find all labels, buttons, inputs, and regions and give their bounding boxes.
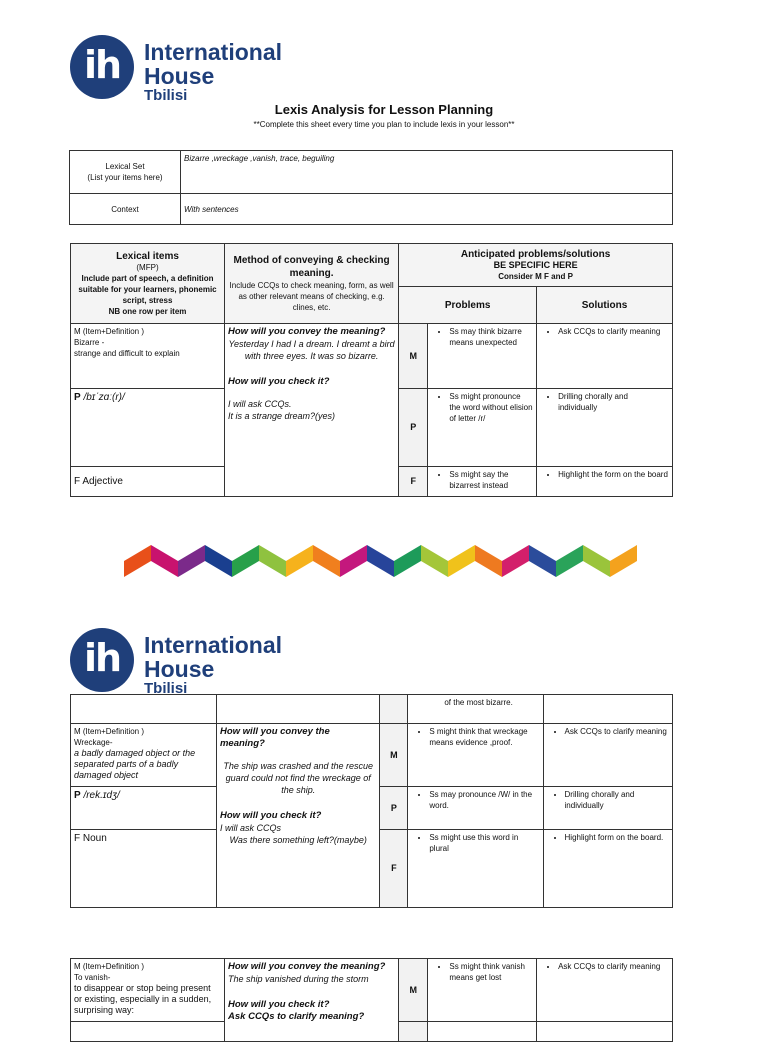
item1-solution-m-text: • Ask CCQs to clarify meaning [558,326,669,337]
banner-segment [232,545,259,577]
item2-m-def: a badly damaged object or the separated parts of a badly damaged object [74,748,196,780]
header-col1-desc: Include part of speech, a definition suitable for your learners, phonemic script, stress [78,273,217,305]
header-col1-nb: NB one row per item [108,306,187,316]
item2-top-problem: of the most bizarre. [408,695,543,724]
item3-solution-m-text: • Ask CCQs to clarify meaning [558,961,669,972]
header-col1-title: Lexical items [116,250,179,262]
logo-mark: ih [70,628,134,692]
header-anticipated [399,244,673,287]
item1-problem-f-text: • Ss might say the bizarrest instead [449,469,533,491]
item2-empty-letter [380,695,408,724]
banner-segment [475,545,502,577]
banner-segment [367,545,394,577]
item2-solution-m [543,724,672,787]
logo [70,35,290,105]
lexical-set-label: Lexical Set [105,162,145,171]
item1-form: F Adjective [71,467,225,497]
banner-segment [178,545,205,577]
item1-check-answer-2: It is a strange dream?(yes) [228,411,336,421]
item2-problem-f [408,830,543,908]
item2-problem-m-text: • S might think that wreckage means evidence ,proof. [429,726,539,748]
item2-empty-solution [543,695,672,724]
analysis-table-2 [70,694,673,908]
banner-segment [421,545,448,577]
header-col1-sub: (MFP) [136,262,159,272]
item2-check-answer-2: Was there something left?(maybe) [229,835,367,845]
item2-empty-1 [71,695,217,724]
item2-solution-p [543,787,672,830]
item2-method-cell [216,724,380,908]
header-method [225,244,399,324]
item1-check-question: How will you check it? [228,376,330,387]
analysis-table-3 [70,958,673,1042]
item1-problem-f [428,467,537,497]
item2-check-answer-1: I will ask CCQs [219,823,281,833]
lexical-set-value: Bizarre ,wreckage ,vanish, trace, beguiling [181,151,673,194]
banner-segment [610,545,637,577]
banner-segment [151,545,178,577]
item3-check-answer: Ask CCQs to clarify meaning? [228,1011,365,1022]
item1-solution-f [537,467,673,497]
context-label: Context [70,194,181,225]
banner-segment [529,545,556,577]
item2-convey-question: How will you convey the meaning? [219,726,330,749]
header-col3-sub: BE SPECIFIC HERE [493,259,578,270]
item1-method-cell [225,324,399,497]
header-problems: Problems [399,287,537,324]
item3-letter-m: M [399,959,428,1022]
item1-m-def: strange and difficult to explain [74,349,180,358]
item1-letter-p: P [399,389,428,467]
banner-segment [340,545,367,577]
item2-convey-answer: The ship was crashed and the rescue guard could not find the wreckage of the ship. [223,761,374,795]
banner-segment [583,545,610,577]
item3-meaning-cell [71,959,225,1022]
item2-m-label: M (Item+Definition ) [74,727,145,736]
item2-problem-p [408,787,543,830]
item3-m-def: to disappear or stop being present or existing, especially in a sudden, surprising way: [74,983,212,1015]
item2-problem-m [408,724,543,787]
page-title: Lexis Analysis for Lesson Planning [274,102,494,117]
item3-problem-m [428,959,537,1022]
item1-problem-p-text: • Ss might pronounce the word without elision of letter /r/ [449,391,533,424]
logo-line3: Tbilisi [144,87,188,104]
item1-solution-p [537,389,673,467]
decorative-zigzag-banner [124,535,644,585]
item2-solution-m-text: • Ask CCQs to clarify meaning [565,726,669,737]
item1-letter-m: M [399,324,428,389]
item2-solution-p-text: • Drilling chorally and individually [565,789,669,811]
logo-line2: House [144,656,215,682]
item1-m-label: M (Item+Definition ) [74,327,145,336]
logo-repeat [70,628,290,698]
header-col2-title: Method of conveying & checking meaning. [233,255,390,279]
item1-problem-p [428,389,537,467]
item2-pronunciation-cell [71,787,217,830]
banner-segment [313,545,340,577]
info-table [69,150,673,225]
banner-segment [502,545,529,577]
lexical-set-label-cell [70,151,181,194]
item2-solution-f-text: • Highlight form on the board. [565,832,669,843]
logo-line1: International [144,632,283,658]
banner-segment [556,545,583,577]
header-col3-sub2: Consider M F and P [498,271,573,281]
item3-next-problem [428,1022,537,1042]
item1-p-label: P [74,392,81,403]
logo-mark: ih [70,35,134,99]
banner-segment [205,545,232,577]
analysis-table-1 [70,243,673,497]
item3-m-word: To vanish- [74,973,111,982]
item1-p-ipa: /bɪˈzɑː(r)/ [83,392,125,403]
item3-method-cell [225,959,399,1042]
item1-problem-m-text: • Ss may think bizarre means unexpected [449,326,533,348]
item1-letter-f: F [399,467,428,497]
item2-m-word: Wreckage- [74,738,113,747]
item1-solution-f-text: • Highlight the form on the board [558,469,669,480]
item3-convey-answer: The ship vanished during the storm [228,974,369,984]
banner-segment [394,545,421,577]
banner-segment [286,545,313,577]
item1-convey-question: How will you convey the meaning? [228,326,386,337]
banner-segment [259,545,286,577]
item3-next-solution [537,1022,673,1042]
item2-check-question: How will you check it? [219,810,322,821]
item3-solution-m [537,959,673,1022]
item1-problem-m [428,324,537,389]
item2-solution-f [543,830,672,908]
item3-m-label: M (Item+Definition ) [74,962,145,971]
item2-meaning-cell [71,724,217,787]
item3-convey-question: How will you convey the meaning? [228,961,386,972]
item3-problem-m-text: • Ss might think vanish means get lost [449,961,533,983]
logo-line1: International [144,39,283,65]
item2-p-ipa: /rek.ɪdʒ/ [83,790,120,801]
item3-check-question: How will you check it? [228,999,330,1010]
logo-line2: House [144,63,215,89]
context-value: With sentences [181,194,673,225]
item1-meaning-cell [71,324,225,389]
item2-letter-p: P [380,787,408,830]
item2-problem-f-text: • Ss might use this word in plural [429,832,539,854]
item1-convey-answer: Yesterday I had I a dream. I dreamt a bird with three eyes. It was so bizarre. [228,339,395,361]
item1-pronunciation-cell [71,389,225,467]
item3-next-cell [71,1022,225,1042]
item2-p-label: P [74,790,81,801]
item1-check-answer-1: I will ask CCQs. [228,399,292,409]
item2-letter-f: F [380,830,408,908]
item2-empty-2 [216,695,380,724]
page-subtitle: **Complete this sheet every time you plan to include lexis in your lesson** [253,120,515,129]
item3-next-letter [399,1022,428,1042]
item2-letter-m: M [380,724,408,787]
header-lexical-items [71,244,225,324]
banner-segment [448,545,475,577]
header-col3-title: Anticipated problems/solutions [460,248,611,260]
item2-problem-p-text: • Ss may pronounce /W/ in the word. [429,789,539,811]
logo-line3: Tbilisi [144,680,188,697]
item2-form: F Noun [71,830,217,908]
lexical-set-sub: (List your items here) [87,173,163,182]
banner-segment [124,545,151,577]
item1-m-word: Bizarre - [74,338,105,347]
header-col2-desc: Include CCQs to check meaning, form, as well as other relevant means of checking, e.g. clines, etc. [229,281,394,312]
item1-solution-m [537,324,673,389]
item1-solution-p-text: • Drilling chorally and individually [558,391,669,413]
header-solutions: Solutions [537,287,673,324]
